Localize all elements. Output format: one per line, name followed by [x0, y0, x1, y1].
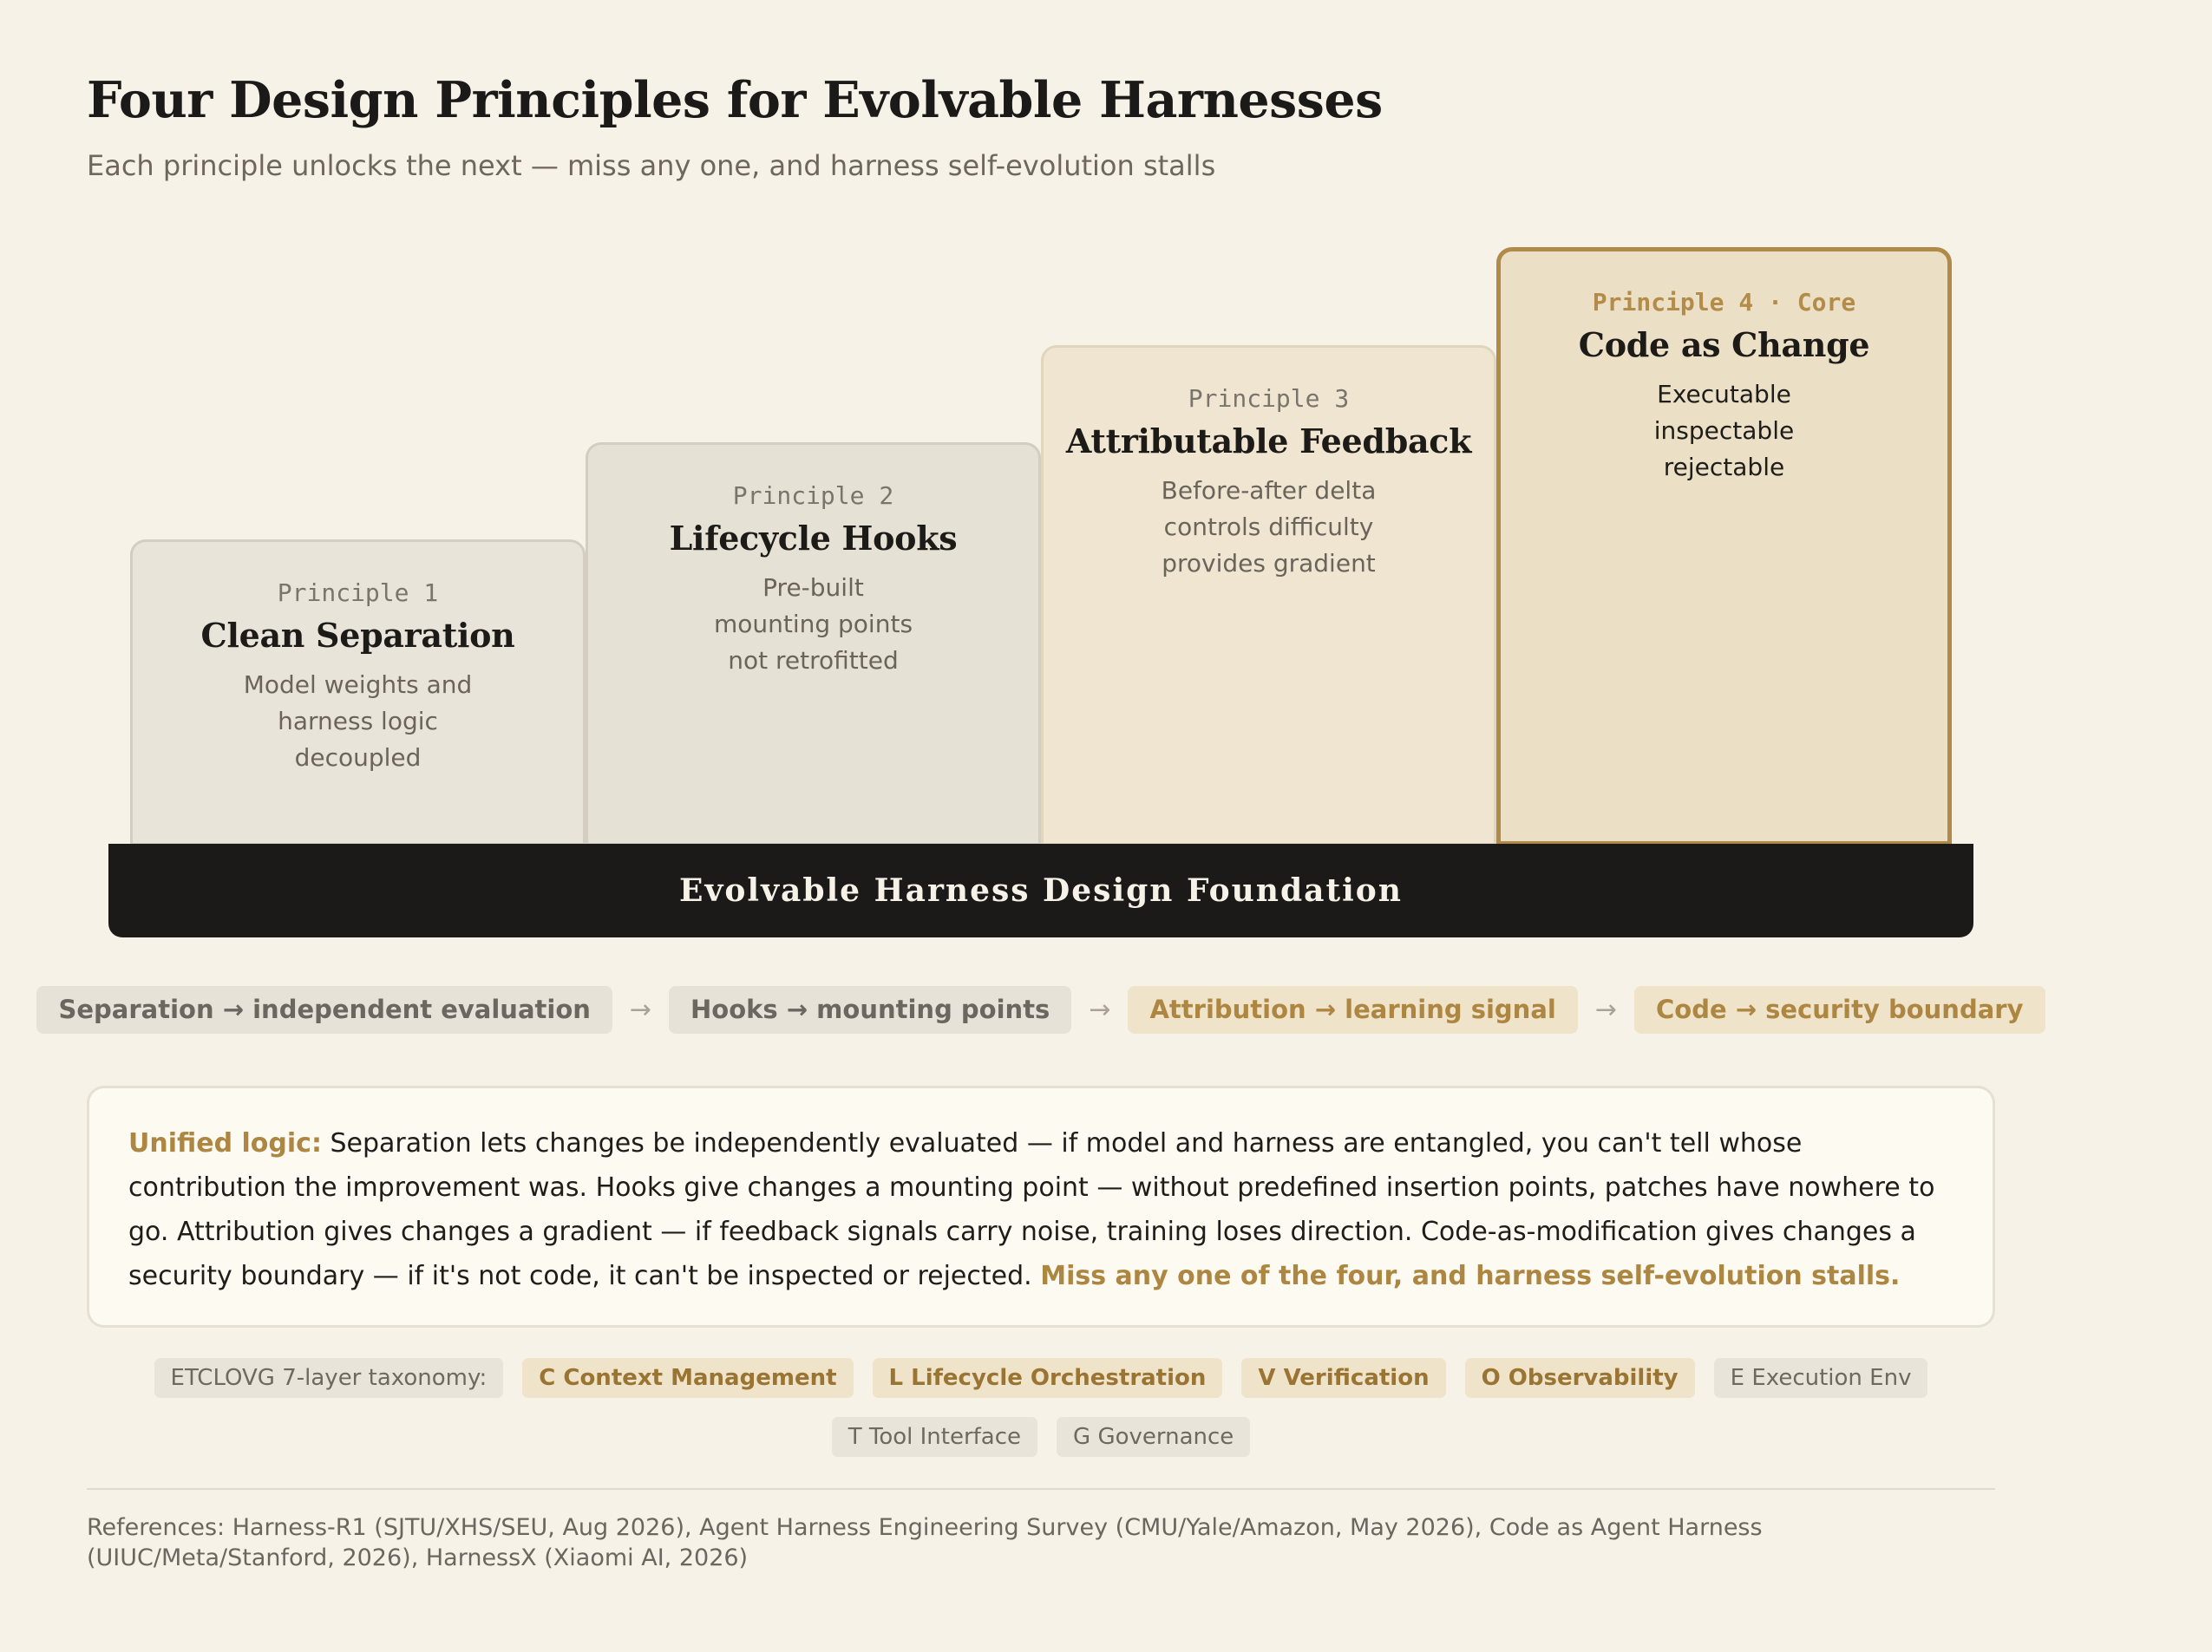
taxonomy-tag-lifecycle-orchestration: L Lifecycle Orchestration — [873, 1358, 1223, 1398]
description-line: Pre-built — [762, 573, 864, 602]
description-line: provides gradient — [1162, 549, 1376, 578]
unified-logic-box — [87, 1086, 1995, 1328]
principle-label: Principle 1 — [277, 578, 439, 607]
foundation-bar: Evolvable Harness Design Foundation — [108, 844, 1973, 937]
unified-logic-body: Separation lets changes be independently evaluated — if model and harness are entangled, you can't tell whose contribution the improvement was. Hooks give changes a mounting point — without predefined insertion points, patches have nowhere to go. Attribution gives changes a gradient — if feedback signals carry noise, training loses direction. Code-as-modification gives changes a security boundary — if it's not code, it can't be inspected or rejected. — [128, 1128, 1935, 1291]
description-line: rejectable — [1663, 453, 1785, 481]
taxonomy-tag-tool-interface: T Tool Interface — [832, 1417, 1037, 1457]
principle-card-4-core — [1496, 247, 1952, 846]
taxonomy-tag-execution-env: E Execution Env — [1714, 1358, 1928, 1398]
principle-name: Clean Separation — [200, 616, 515, 655]
arrow-right-icon: → — [1089, 995, 1111, 1025]
page-subtitle: Each principle unlocks the next — miss any one, and harness self-evolution stalls — [87, 149, 1216, 182]
chain-step-attribution: Attribution → learning signal — [1128, 986, 1577, 1034]
description-line: decoupled — [294, 743, 422, 772]
description-line: mounting points — [713, 610, 913, 638]
description-line: controls difficulty — [1163, 513, 1374, 541]
description-line: harness logic — [278, 707, 438, 735]
description-line: Model weights and — [243, 670, 473, 699]
principle-label: Principle 3 — [1188, 384, 1350, 413]
principle-description — [1044, 473, 1494, 582]
chain-step-separation: Separation → independent evaluation — [36, 986, 612, 1034]
chain-step-code: Code → security boundary — [1634, 986, 2045, 1034]
principle-name: Attributable Feedback — [1065, 421, 1472, 460]
taxonomy-tag-governance: G Governance — [1057, 1417, 1250, 1457]
principle-name: Code as Change — [1578, 325, 1870, 364]
description-line: Executable — [1657, 380, 1791, 408]
unified-logic-emphasis: Miss any one of the four, and harness self-evolution stalls. — [1040, 1261, 1901, 1291]
taxonomy-tag-context-management: C Context Management — [522, 1358, 853, 1398]
taxonomy-tag-verification: V Verification — [1241, 1358, 1445, 1398]
description-line: not retrofitted — [728, 646, 899, 675]
page-title: Four Design Principles for Evolvable Harnesses — [87, 71, 1383, 129]
unified-logic-lead: Unified logic: — [128, 1128, 322, 1159]
principle-description — [133, 667, 583, 776]
principle-name: Lifecycle Hooks — [669, 519, 958, 558]
description-line: Before-after delta — [1161, 476, 1377, 505]
principle-card-2 — [586, 442, 1041, 846]
principle-description — [588, 570, 1038, 679]
taxonomy-label: ETCLOVG 7-layer taxonomy: — [154, 1358, 504, 1398]
principle-chain — [0, 986, 2082, 1034]
principle-card-3 — [1041, 345, 1496, 846]
chain-step-hooks: Hooks → mounting points — [669, 986, 1071, 1034]
divider — [87, 1488, 1995, 1490]
principle-label: Principle 2 — [732, 481, 894, 510]
references: References: Harness-R1 (SJTU/XHS/SEU, Aug 2026), Agent Harness Engineering Survey (CMU/Yale/Amazon, May 2026), Code as Agent Harness (UIUC/Meta/Stanford, 2026), HarnessX (Xiaomi AI, 2026) — [87, 1514, 1763, 1571]
taxonomy-tags — [108, 1358, 1973, 1457]
principle-description — [1501, 376, 1947, 486]
taxonomy-tag-observability: O Observability — [1465, 1358, 1695, 1398]
arrow-right-icon: → — [629, 995, 652, 1025]
principle-card-1 — [130, 539, 586, 846]
arrow-right-icon: → — [1594, 995, 1617, 1025]
description-line: inspectable — [1653, 416, 1795, 445]
principle-label: Principle 4 · Core — [1592, 288, 1856, 317]
